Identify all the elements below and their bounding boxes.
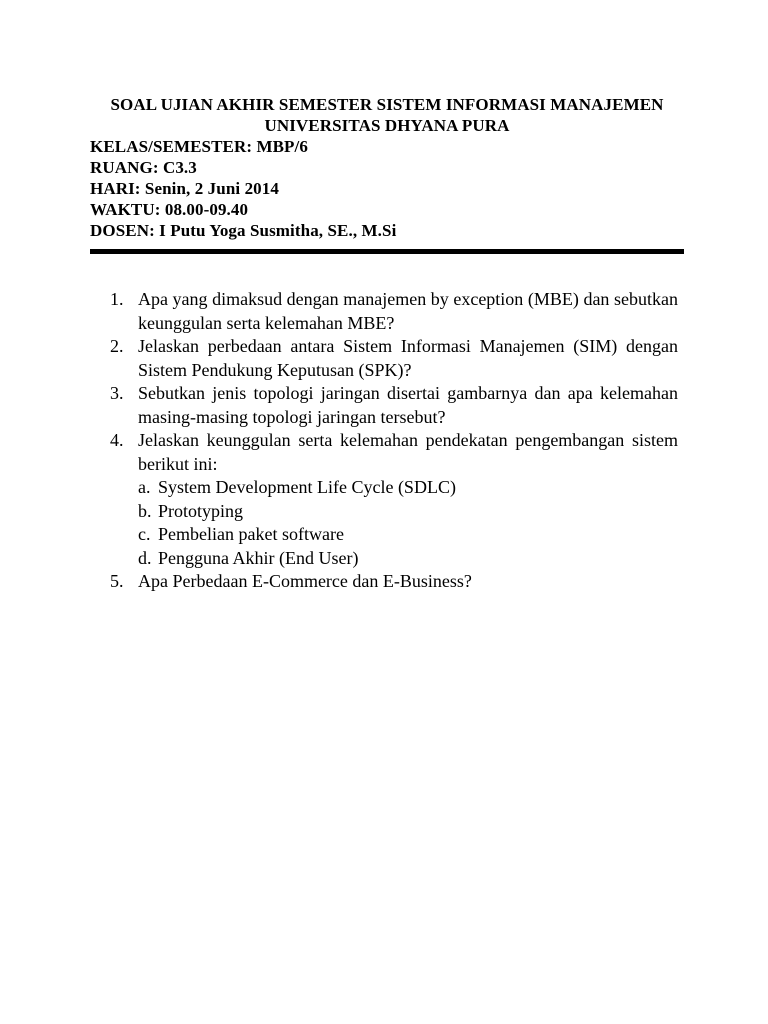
- header-divider: [90, 249, 684, 254]
- sub-question-item: [138, 500, 678, 524]
- sub-question-item: [138, 523, 678, 547]
- sub-question-letter: c.: [138, 524, 151, 544]
- question-item: [110, 288, 678, 335]
- question-item: [110, 570, 678, 594]
- question-text: Sebutkan jenis topologi jaringan disertai gambarnya dan apa kelemahan masing-masing topologi jaringan tersebut?: [138, 383, 678, 427]
- exam-title-line-1: SOAL UJIAN AKHIR SEMESTER SISTEM INFORMASI MANAJEMEN: [110, 95, 664, 114]
- question-number: 1.: [110, 289, 124, 309]
- question-text: Apa yang dimaksud dengan manajemen by exception (MBE) dan sebutkan keunggulan serta kelemahan MBE?: [138, 289, 678, 333]
- exam-header: [90, 94, 684, 241]
- question-item: [110, 335, 678, 382]
- sub-question-letter: a.: [138, 477, 151, 497]
- question-item: [110, 429, 678, 570]
- question-item: [110, 382, 678, 429]
- sub-question-item: [138, 547, 678, 571]
- question-text: Jelaskan keunggulan serta kelemahan pendekatan pengembangan sistem berikut ini:: [138, 430, 678, 474]
- sub-question-text: Pengguna Akhir (End User): [158, 547, 359, 568]
- sub-question-text: System Development Life Cycle (SDLC): [158, 477, 456, 497]
- room-line: RUANG: C3.3: [90, 158, 197, 177]
- sub-question-list: [138, 476, 678, 570]
- question-text: Apa Perbedaan E-Commerce dan E-Business?: [138, 571, 472, 591]
- question-list: [110, 288, 678, 594]
- sub-question-text: Prototyping: [158, 500, 244, 521]
- question-number: 4.: [110, 430, 124, 450]
- question-number: 5.: [110, 571, 124, 591]
- question-number: 2.: [110, 336, 124, 356]
- sub-question-letter: b.: [138, 500, 152, 521]
- question-number: 3.: [110, 383, 124, 403]
- time-line: WAKTU: 08.00-09.40: [90, 200, 249, 219]
- sub-question-text: Pembelian paket software: [158, 524, 344, 544]
- sub-question-letter: d.: [138, 547, 152, 568]
- sub-question-item: [138, 476, 678, 500]
- exam-title-line-2: UNIVERSITAS DHYANA PURA: [264, 116, 510, 135]
- class-semester-line: KELAS/SEMESTER: MBP/6: [90, 137, 308, 156]
- lecturer-line: DOSEN: I Putu Yoga Susmitha, SE., M.Si: [90, 221, 397, 240]
- question-text: Jelaskan perbedaan antara Sistem Informasi Manajemen (SIM) dengan Sistem Pendukung Keputusan (SPK)?: [138, 336, 678, 380]
- day-line: HARI: Senin, 2 Juni 2014: [90, 179, 279, 198]
